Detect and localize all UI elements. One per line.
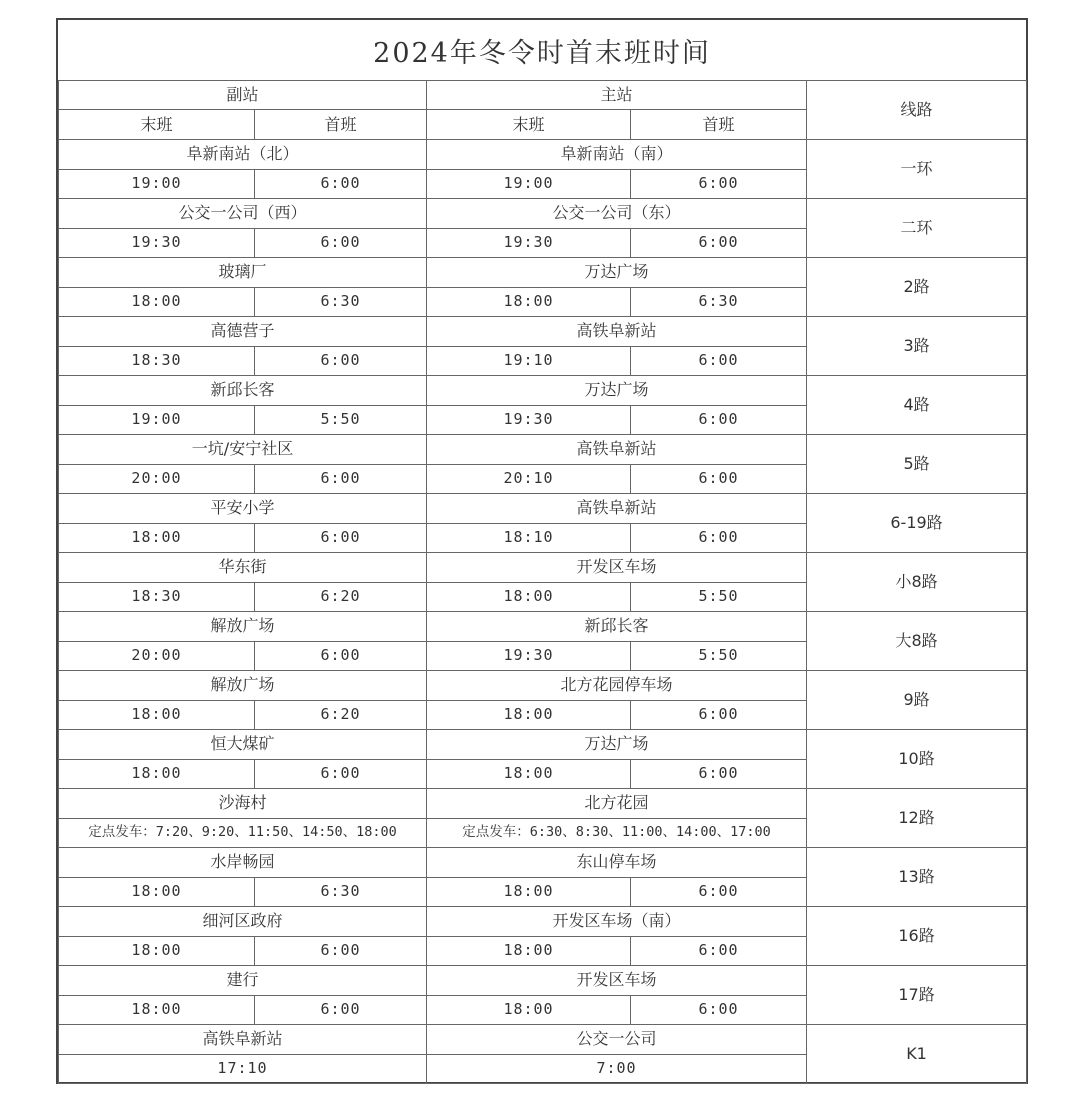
sub-last-time: 20:00 xyxy=(59,641,255,671)
sub-last-time: 19:00 xyxy=(59,169,255,199)
route-name: 一环 xyxy=(807,140,1027,199)
main-first-time: 6:00 xyxy=(631,464,807,494)
sub-first-time: 6:20 xyxy=(255,582,427,612)
sub-station-name: 新邱长客 xyxy=(59,376,427,406)
sub-first-time: 6:00 xyxy=(255,228,427,258)
sub-first-time: 5:50 xyxy=(255,405,427,435)
main-first-time: 6:30 xyxy=(631,287,807,317)
sub-first-time: 6:00 xyxy=(255,346,427,376)
main-last-time: 19:00 xyxy=(427,169,631,199)
main-station-name: 北方花园停车场 xyxy=(427,671,807,701)
sub-time: 17:10 xyxy=(59,1054,427,1084)
sub-last-time: 18:00 xyxy=(59,877,255,907)
timetable-sheet xyxy=(56,18,1028,1084)
main-first-time: 6:00 xyxy=(631,995,807,1025)
sub-last-time: 18:00 xyxy=(59,759,255,789)
main-first-time: 6:00 xyxy=(631,346,807,376)
sub-last-time: 18:00 xyxy=(59,995,255,1025)
sub-last-time: 19:00 xyxy=(59,405,255,435)
sub-station-name: 一坑/安宁社区 xyxy=(59,435,427,465)
route-name: 6-19路 xyxy=(807,494,1027,553)
route-name: 大8路 xyxy=(807,612,1027,671)
main-last-time: 20:10 xyxy=(427,464,631,494)
table-row xyxy=(59,494,1027,524)
main-last-time: 19:10 xyxy=(427,346,631,376)
header-sub-last: 末班 xyxy=(59,110,255,140)
page-title: 2024年冬令时首末班时间 xyxy=(58,20,1026,81)
route-name: 17路 xyxy=(807,966,1027,1025)
main-station-name: 高铁阜新站 xyxy=(427,317,807,347)
sub-station-name: 解放广场 xyxy=(59,612,427,642)
sub-station-name: 高铁阜新站 xyxy=(59,1025,427,1055)
sub-first-time: 6:00 xyxy=(255,936,427,966)
table-row xyxy=(59,199,1027,229)
main-station-name: 东山停车场 xyxy=(427,848,807,878)
table-row xyxy=(59,1025,1027,1055)
sub-station-name: 公交一公司（西） xyxy=(59,199,427,229)
sub-last-time: 19:30 xyxy=(59,228,255,258)
main-first-time: 6:00 xyxy=(631,877,807,907)
main-station-name: 万达广场 xyxy=(427,730,807,760)
main-station-name: 高铁阜新站 xyxy=(427,435,807,465)
route-name: 13路 xyxy=(807,848,1027,907)
sub-first-time: 6:30 xyxy=(255,877,427,907)
main-last-time: 19:30 xyxy=(427,228,631,258)
sub-last-time: 18:30 xyxy=(59,582,255,612)
sub-last-time: 18:00 xyxy=(59,700,255,730)
main-last-time: 18:00 xyxy=(427,582,631,612)
header-main-station: 主站 xyxy=(427,81,807,110)
main-station-name: 新邱长客 xyxy=(427,612,807,642)
main-first-time: 6:00 xyxy=(631,228,807,258)
main-first-time: 5:50 xyxy=(631,641,807,671)
table-row xyxy=(59,258,1027,288)
table-row xyxy=(59,671,1027,701)
main-station-name: 开发区车场（南） xyxy=(427,907,807,937)
route-name: 4路 xyxy=(807,376,1027,435)
timetable-table xyxy=(58,80,1027,1084)
sub-station-name: 平安小学 xyxy=(59,494,427,524)
sub-station-name: 阜新南站（北） xyxy=(59,140,427,170)
sub-first-time: 6:00 xyxy=(255,641,427,671)
sub-last-time: 18:00 xyxy=(59,523,255,553)
sub-last-time: 18:00 xyxy=(59,287,255,317)
main-first-time: 6:00 xyxy=(631,169,807,199)
main-station-name: 开发区车场 xyxy=(427,553,807,583)
timetable-grid xyxy=(58,80,1026,1082)
main-first-time: 6:00 xyxy=(631,759,807,789)
main-schedule: 定点发车：6:30、8:30、11:00、14:00、17:00 xyxy=(427,818,807,848)
main-last-time: 18:00 xyxy=(427,287,631,317)
table-row xyxy=(59,789,1027,819)
sub-station-name: 恒大煤矿 xyxy=(59,730,427,760)
table-row xyxy=(59,553,1027,583)
header-route: 线路 xyxy=(807,81,1027,140)
header-sub-station: 副站 xyxy=(59,81,427,110)
table-row xyxy=(59,376,1027,406)
main-last-time: 18:00 xyxy=(427,936,631,966)
main-last-time: 18:00 xyxy=(427,759,631,789)
route-name: K1 xyxy=(807,1025,1027,1084)
sub-schedule: 定点发车：7:20、9:20、11:50、14:50、18:00 xyxy=(59,818,427,848)
header-main-last: 末班 xyxy=(427,110,631,140)
sub-station-name: 细河区政府 xyxy=(59,907,427,937)
sub-first-time: 6:30 xyxy=(255,287,427,317)
sub-first-time: 6:00 xyxy=(255,169,427,199)
route-name: 二环 xyxy=(807,199,1027,258)
main-station-name: 公交一公司 xyxy=(427,1025,807,1055)
header-sub-first: 首班 xyxy=(255,110,427,140)
main-last-time: 18:10 xyxy=(427,523,631,553)
table-row xyxy=(59,848,1027,878)
main-station-name: 万达广场 xyxy=(427,376,807,406)
header-main-first: 首班 xyxy=(631,110,807,140)
main-first-time: 5:50 xyxy=(631,582,807,612)
sub-first-time: 6:00 xyxy=(255,464,427,494)
route-name: 16路 xyxy=(807,907,1027,966)
table-row xyxy=(59,140,1027,170)
sub-last-time: 20:00 xyxy=(59,464,255,494)
main-last-time: 18:00 xyxy=(427,877,631,907)
route-name: 2路 xyxy=(807,258,1027,317)
route-name: 3路 xyxy=(807,317,1027,376)
sub-station-name: 建行 xyxy=(59,966,427,996)
sub-first-time: 6:20 xyxy=(255,700,427,730)
main-first-time: 6:00 xyxy=(631,405,807,435)
sub-station-name: 高德营子 xyxy=(59,317,427,347)
table-row xyxy=(59,907,1027,937)
table-row xyxy=(59,435,1027,465)
route-name: 小8路 xyxy=(807,553,1027,612)
route-name: 9路 xyxy=(807,671,1027,730)
main-station-name: 公交一公司（东） xyxy=(427,199,807,229)
main-station-name: 开发区车场 xyxy=(427,966,807,996)
sub-first-time: 6:00 xyxy=(255,995,427,1025)
sub-station-name: 水岸畅园 xyxy=(59,848,427,878)
route-name: 10路 xyxy=(807,730,1027,789)
table-row xyxy=(59,317,1027,347)
sub-station-name: 玻璃厂 xyxy=(59,258,427,288)
sub-station-name: 解放广场 xyxy=(59,671,427,701)
main-first-time: 6:00 xyxy=(631,936,807,966)
main-last-time: 18:00 xyxy=(427,995,631,1025)
sub-last-time: 18:30 xyxy=(59,346,255,376)
main-station-name: 万达广场 xyxy=(427,258,807,288)
sub-station-name: 沙海村 xyxy=(59,789,427,819)
sub-first-time: 6:00 xyxy=(255,523,427,553)
sub-last-time: 18:00 xyxy=(59,936,255,966)
table-row xyxy=(59,730,1027,760)
main-time: 7:00 xyxy=(427,1054,807,1084)
main-first-time: 6:00 xyxy=(631,700,807,730)
table-row xyxy=(59,966,1027,996)
main-last-time: 18:00 xyxy=(427,700,631,730)
main-station-name: 阜新南站（南） xyxy=(427,140,807,170)
sub-station-name: 华东街 xyxy=(59,553,427,583)
main-last-time: 19:30 xyxy=(427,405,631,435)
route-name: 12路 xyxy=(807,789,1027,848)
main-first-time: 6:00 xyxy=(631,523,807,553)
main-station-name: 北方花园 xyxy=(427,789,807,819)
main-station-name: 高铁阜新站 xyxy=(427,494,807,524)
sub-first-time: 6:00 xyxy=(255,759,427,789)
main-last-time: 19:30 xyxy=(427,641,631,671)
table-row xyxy=(59,612,1027,642)
route-name: 5路 xyxy=(807,435,1027,494)
